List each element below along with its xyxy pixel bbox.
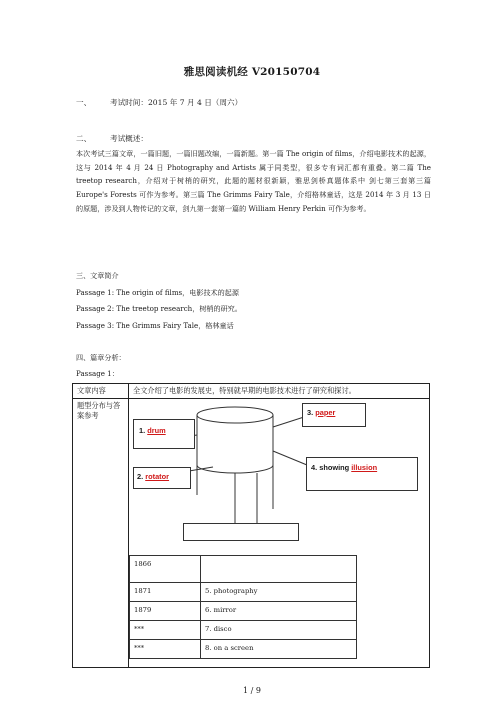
content-summary-cell: 全文介绍了电影的发展史，特别就早期的电影技术进行了研究和探讨。 (129, 384, 430, 399)
label-1-number: 1. (139, 426, 148, 435)
section-4-heading: 四、篇章分析： (76, 353, 126, 362)
label-2-number: 2. (137, 472, 146, 481)
label-3 (307, 408, 335, 417)
table-row (130, 556, 357, 583)
timeline-year: 1871 (130, 583, 201, 602)
section-2-heading (76, 132, 148, 146)
table-row (73, 399, 430, 668)
question-type-label-cell: 题型分布与答案参考 (73, 399, 129, 668)
table-row (73, 384, 430, 399)
timeline-answer: 6. mirror (201, 602, 357, 621)
section-2-number: 二、 (76, 134, 92, 143)
table-row (130, 583, 357, 602)
label-4 (311, 463, 377, 472)
section-1 (76, 96, 242, 110)
content-label-cell: 文章内容 (73, 384, 129, 399)
answer-rotator: rotator (145, 472, 170, 481)
label-2 (137, 472, 169, 481)
timeline-answer: 7. disco (201, 621, 357, 640)
section-2-label: 考试概述： (110, 134, 148, 143)
passage-1-label: Passage 1： (76, 369, 119, 378)
answer-illusion: illusion (351, 463, 378, 472)
passage-3-line: Passage 3: The Grimms Fairy Tale，格林童话 (76, 321, 234, 330)
timeline-answer (201, 556, 357, 583)
label-4-prefix: 4. showing (311, 463, 352, 472)
analysis-table (72, 383, 430, 668)
table-row (130, 640, 357, 659)
answer-drum: drum (147, 426, 166, 435)
section-2-body: 本次考试三篇文章，一篇旧题，一篇旧题改编，一篇新题。第一篇 The origin of films，介绍电影技术的起源，这与 2014 年 4 月 24 日 Photography and Artists 属于同类型，很多专有词汇都有重叠。第二篇 The treetop research，介绍对于树梢的研究，此题的题材很新颖，雅思剑桥真题体系中 剑七第三套第三篇 Europe's Forests 可作为参考。第三篇 The Grimms Fairy Tale，介绍格林童话，这是 2014 年 3 月 13 日的原题，涉及到人物传记的文章，剑九第一套第一篇的 William Henry Perkin 可作为参考。 (76, 149, 431, 213)
projector-diagram (129, 399, 422, 549)
page-number: 1 / 9 (243, 686, 261, 695)
timeline-answer: 8. on a screen (201, 640, 357, 659)
section-1-text: 考试时间：2015 年 7 月 4 日（周六） (110, 98, 243, 107)
section-3-heading: 三、文章简介 (76, 271, 119, 280)
label-3-number: 3. (307, 408, 316, 417)
timeline-year: 1879 (130, 602, 201, 621)
table-row (130, 621, 357, 640)
timeline-year: 1866 (130, 556, 201, 583)
label-1 (139, 426, 166, 435)
document-title: 雅思阅读机经 V20150704 (183, 66, 321, 78)
timeline-table (129, 555, 357, 659)
passage-2-line: Passage 2: The treetop research，树梢的研究。 (76, 304, 242, 313)
timeline-answer: 5. photography (201, 583, 357, 602)
passage-1-line: Passage 1: The origin of films，电影技术的起源 (76, 288, 239, 297)
timeline-year: *** (130, 621, 201, 640)
answer-paper: paper (315, 408, 336, 417)
section-1-number: 一、 (76, 98, 92, 107)
answer-cell (129, 399, 430, 668)
timeline-year: *** (130, 640, 201, 659)
base-box (183, 523, 299, 541)
table-row (130, 602, 357, 621)
